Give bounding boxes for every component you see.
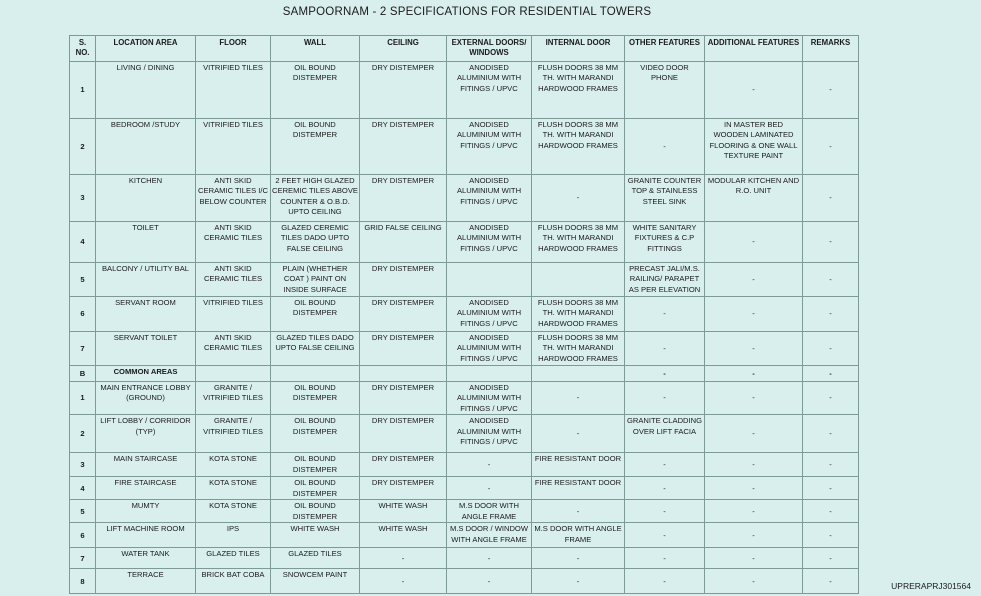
remarks-cell: - [803,62,859,119]
sno-cell: 6 [70,297,96,332]
additional-features-cell: - [705,382,803,415]
column-header: ADDITIONAL FEATURES [705,36,803,62]
table-row [70,415,859,453]
wall-cell: GLAZED TILES DADO UPTO FALSE CEILING [271,332,360,366]
remarks-cell: - [803,263,859,297]
external-doors-cell: - [447,453,532,477]
internal-door-cell: - [532,415,625,453]
location-cell: BEDROOM /STUDY [96,119,196,175]
floor-cell: GRANITE / VITRIFIED TILES [196,415,271,453]
additional-features-cell: - [705,263,803,297]
ceiling-cell: DRY DISTEMPER [360,297,447,332]
external-doors-cell: ANODISED ALUMINIUM WITH FITINGS / UPVC [447,222,532,263]
additional-features-cell: - [705,415,803,453]
external-doors-cell: ANODISED ALUMINIUM WITH FITINGS / UPVC [447,119,532,175]
internal-door-cell [532,263,625,297]
wall-cell: OIL BOUND DISTEMPER [271,453,360,477]
remarks-cell: - [803,569,859,594]
sno-cell: 2 [70,415,96,453]
sno-cell: 5 [70,263,96,297]
floor-cell: BRICK BAT COBA [196,569,271,594]
external-doors-cell: ANODISED ALUMINIUM WITH FITINGS / UPVC [447,297,532,332]
additional-features-cell: - [705,222,803,263]
wall-cell [271,366,360,382]
remarks-cell: - [803,382,859,415]
external-doors-cell: ANODISED ALUMINIUM WITH FITINGS / UPVC [447,382,532,415]
ceiling-cell: - [360,569,447,594]
additional-features-cell: MODULAR KITCHEN AND R.O. UNIT [705,175,803,222]
page-title: SAMPOORNAM - 2 SPECIFICATIONS FOR RESIDENTIAL TOWERS [282,6,652,18]
location-cell: MUMTY [96,500,196,523]
internal-door-cell: - [532,175,625,222]
floor-cell: ANTI SKID CERAMIC TILES [196,222,271,263]
wall-cell: PLAIN (WHETHER COAT ) PAINT ON INSIDE SURFACE [271,263,360,297]
other-features-cell: - [625,382,705,415]
other-features-cell: - [625,297,705,332]
location-cell: TERRACE [96,569,196,594]
location-cell: COMMON AREAS [96,366,196,382]
sno-cell: 4 [70,222,96,263]
sno-cell: 7 [70,548,96,569]
floor-cell: VITRIFIED TILES [196,119,271,175]
internal-door-cell: - [532,500,625,523]
ceiling-cell: DRY DISTEMPER [360,175,447,222]
internal-door-cell: FLUSH DOORS 38 MM TH. WITH MARANDI HARDWOOD FRAMES [532,222,625,263]
internal-door-cell: - [532,548,625,569]
registration-code: UPRERAPRJ301564 [891,581,971,591]
wall-cell: GLAZED TILES [271,548,360,569]
wall-cell: GLAZED CEREMIC TILES DADO UPTO FALSE CEILING [271,222,360,263]
external-doors-cell [447,366,532,382]
additional-features-cell: - [705,332,803,366]
column-header: EXTERNAL DOORS/ WINDOWS [447,36,532,62]
wall-cell: 2 FEET HIGH GLAZED CEREMIC TILES ABOVE COUNTER & O.B.D. UPTO CEILING [271,175,360,222]
ceiling-cell: DRY DISTEMPER [360,453,447,477]
location-cell: BALCONY / UTILITY BAL [96,263,196,297]
floor-cell: IPS [196,523,271,548]
additional-features-cell: - [705,366,803,382]
ceiling-cell: GRID FALSE CEILING [360,222,447,263]
ceiling-cell: WHITE WASH [360,523,447,548]
internal-door-cell: FLUSH DOORS 38 MM TH. WITH MARANDI HARDWOOD FRAMES [532,297,625,332]
other-features-cell: - [625,453,705,477]
internal-door-cell: - [532,569,625,594]
remarks-cell: - [803,415,859,453]
remarks-cell: - [803,500,859,523]
table-row [70,569,859,594]
table-row [70,523,859,548]
floor-cell: KOTA STONE [196,477,271,500]
floor-cell: GLAZED TILES [196,548,271,569]
ceiling-cell: DRY DISTEMPER [360,477,447,500]
sno-cell: 4 [70,477,96,500]
wall-cell: OIL BOUND DISTEMPER [271,119,360,175]
other-features-cell: - [625,500,705,523]
internal-door-cell: - [532,382,625,415]
column-header: FLOOR [196,36,271,62]
table-row [70,453,859,477]
table-row [70,119,859,175]
floor-cell: VITRIFIED TILES [196,62,271,119]
column-header: OTHER FEATURES [625,36,705,62]
remarks-cell: - [803,175,859,222]
internal-door-cell: FLUSH DOORS 38 MM TH. WITH MARANDI HARDWOOD FRAMES [532,119,625,175]
table-row [70,222,859,263]
sno-cell: 2 [70,119,96,175]
internal-door-cell: FLUSH DOORS 38 MM TH. WITH MARANDI HARDWOOD FRAMES [532,332,625,366]
floor-cell: KOTA STONE [196,500,271,523]
remarks-cell: - [803,222,859,263]
specifications-table [69,35,859,594]
table-row [70,548,859,569]
remarks-cell: - [803,366,859,382]
external-doors-cell: ANODISED ALUMINIUM WITH FITINGS / UPVC [447,62,532,119]
ceiling-cell: WHITE WASH [360,500,447,523]
table-row [70,175,859,222]
internal-door-cell: FLUSH DOORS 38 MM TH. WITH MARANDI HARDWOOD FRAMES [532,62,625,119]
floor-cell: GRANITE / VITRIFIED TILES [196,382,271,415]
additional-features-cell: IN MASTER BED WOODEN LAMINATED FLOORING & ONE WALL TEXTURE PAINT [705,119,803,175]
remarks-cell: - [803,332,859,366]
location-cell: KITCHEN [96,175,196,222]
ceiling-cell: DRY DISTEMPER [360,415,447,453]
location-cell: WATER TANK [96,548,196,569]
ceiling-cell: DRY DISTEMPER [360,62,447,119]
additional-features-cell: - [705,500,803,523]
column-header: WALL [271,36,360,62]
sno-cell: B [70,366,96,382]
remarks-cell: - [803,477,859,500]
external-doors-cell [447,263,532,297]
wall-cell: WHITE WASH [271,523,360,548]
floor-cell: VITRIFIED TILES [196,297,271,332]
table-row [70,263,859,297]
other-features-cell: - [625,523,705,548]
table-row [70,500,859,523]
other-features-cell: GRANITE COUNTER TOP & STAINLESS STEEL SINK [625,175,705,222]
location-cell: MAIN ENTRANCE LOBBY (GROUND) [96,382,196,415]
additional-features-cell: - [705,62,803,119]
internal-door-cell [532,366,625,382]
sno-cell: 7 [70,332,96,366]
table-body [70,62,859,594]
other-features-cell: GRANITE CLADDING OVER LIFT FACIA [625,415,705,453]
floor-cell: ANTI SKID CERAMIC TILES [196,263,271,297]
remarks-cell: - [803,297,859,332]
location-cell: LIVING / DINING [96,62,196,119]
ceiling-cell: DRY DISTEMPER [360,382,447,415]
wall-cell: OIL BOUND DISTEMPER [271,477,360,500]
location-cell: FIRE STAIRCASE [96,477,196,500]
section-row [70,366,859,382]
ceiling-cell [360,366,447,382]
internal-door-cell: FIRE RESISTANT DOOR [532,453,625,477]
location-cell: MAIN STAIRCASE [96,453,196,477]
sno-cell: 1 [70,382,96,415]
wall-cell: OIL BOUND DISTEMPER [271,297,360,332]
table-row [70,62,859,119]
floor-cell: ANTI SKID CERAMIC TILES [196,332,271,366]
remarks-cell: - [803,548,859,569]
wall-cell: OIL BOUND DISTEMPER [271,415,360,453]
sno-cell: 8 [70,569,96,594]
floor-cell: ANTI SKID CERAMIC TILES I/C BELOW COUNTER [196,175,271,222]
table-row [70,477,859,500]
ceiling-cell: DRY DISTEMPER [360,263,447,297]
floor-cell: KOTA STONE [196,453,271,477]
sno-cell: 3 [70,453,96,477]
additional-features-cell: - [705,453,803,477]
column-header: INTERNAL DOOR [532,36,625,62]
other-features-cell: - [625,119,705,175]
floor-cell [196,366,271,382]
additional-features-cell: - [705,523,803,548]
location-cell: SERVANT ROOM [96,297,196,332]
external-doors-cell: ANODISED ALUMINIUM WITH FITINGS / UPVC [447,415,532,453]
location-cell: LIFT MACHINE ROOM [96,523,196,548]
sno-cell: 6 [70,523,96,548]
location-cell: SERVANT TOILET [96,332,196,366]
other-features-cell: VIDEO DOOR PHONE [625,62,705,119]
other-features-cell: - [625,366,705,382]
external-doors-cell: - [447,548,532,569]
remarks-cell: - [803,523,859,548]
sno-cell: 1 [70,62,96,119]
table-row [70,332,859,366]
other-features-cell: - [625,548,705,569]
additional-features-cell: - [705,477,803,500]
other-features-cell: - [625,332,705,366]
additional-features-cell: - [705,548,803,569]
column-header: REMARKS [803,36,859,62]
ceiling-cell: DRY DISTEMPER [360,119,447,175]
other-features-cell: - [625,569,705,594]
location-cell: LIFT LOBBY / CORRIDOR (TYP) [96,415,196,453]
ceiling-cell: - [360,548,447,569]
other-features-cell: PRECAST JALI/M.S. RAILING/ PARAPET AS PER ELEVATION [625,263,705,297]
internal-door-cell: M.S DOOR WITH ANGLE FRAME [532,523,625,548]
ceiling-cell: DRY DISTEMPER [360,332,447,366]
additional-features-cell: - [705,569,803,594]
wall-cell: OIL BOUND DISTEMPER [271,500,360,523]
wall-cell: SNOWCEM PAINT [271,569,360,594]
sno-cell: 5 [70,500,96,523]
column-header: CEILING [360,36,447,62]
external-doors-cell: ANODISED ALUMINIUM WITH FITINGS / UPVC [447,332,532,366]
location-cell: TOILET [96,222,196,263]
external-doors-cell: M.S DOOR WITH ANGLE FRAME [447,500,532,523]
table-row [70,297,859,332]
external-doors-cell: M.S DOOR / WINDOW WITH ANGLE FRAME [447,523,532,548]
wall-cell: OIL BOUND DISTEMPER [271,382,360,415]
external-doors-cell: - [447,477,532,500]
external-doors-cell: ANODISED ALUMINIUM WITH FITINGS / UPVC [447,175,532,222]
other-features-cell: WHITE SANITARY FIXTURES & C.P FITTINGS [625,222,705,263]
remarks-cell: - [803,453,859,477]
other-features-cell: - [625,477,705,500]
column-header: S. NO. [70,36,96,62]
wall-cell: OIL BOUND DISTEMPER [271,62,360,119]
external-doors-cell: - [447,569,532,594]
sno-cell: 3 [70,175,96,222]
remarks-cell: - [803,119,859,175]
additional-features-cell: - [705,297,803,332]
table-header-row [70,36,859,62]
table-row [70,382,859,415]
column-header: LOCATION AREA [96,36,196,62]
internal-door-cell: FIRE RESISTANT DOOR [532,477,625,500]
